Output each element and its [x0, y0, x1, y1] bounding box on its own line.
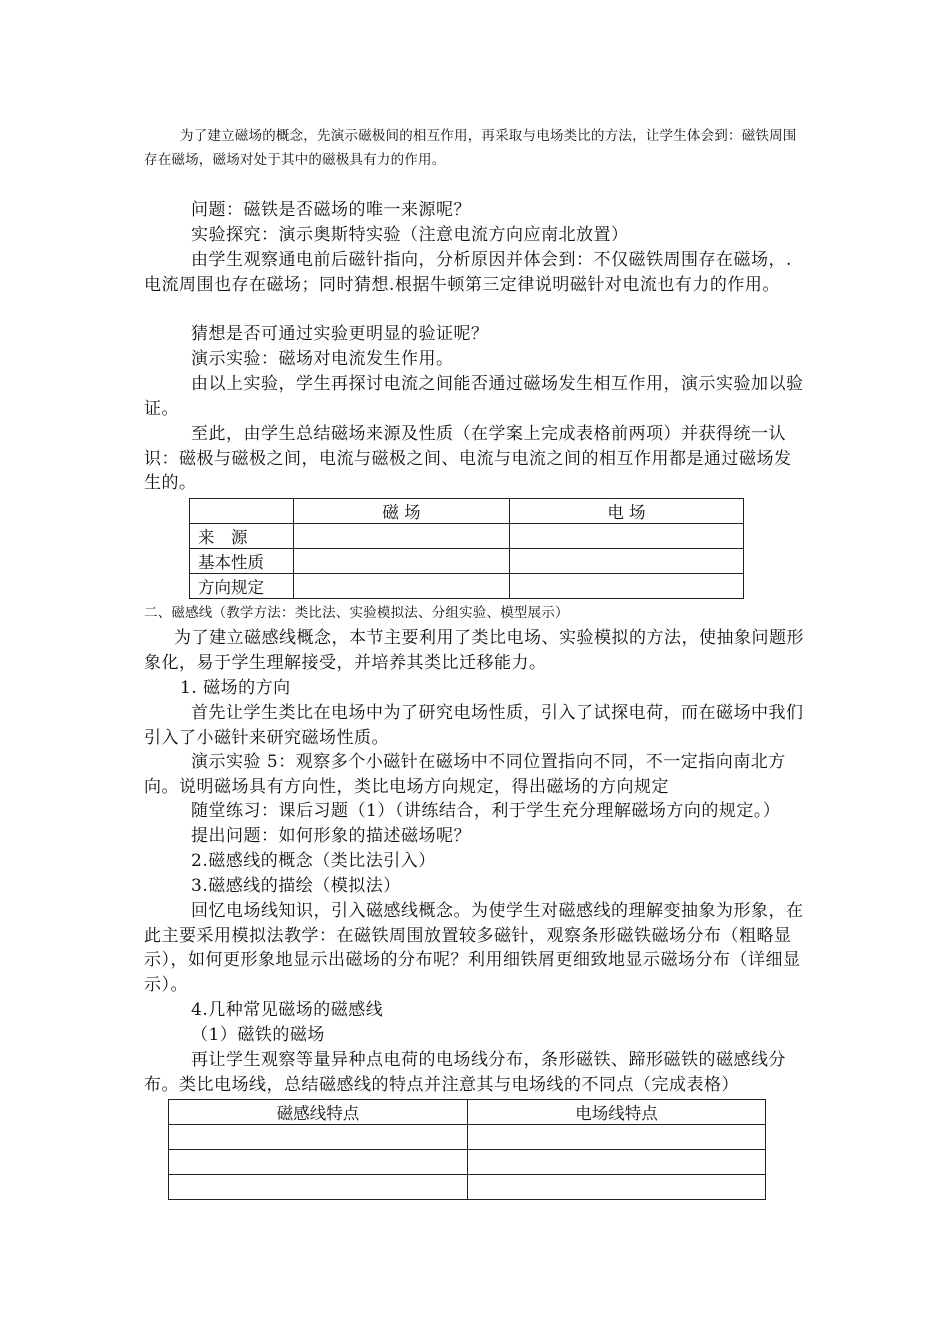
- table-cell: [510, 574, 744, 599]
- field-lines-table: [168, 1099, 766, 1200]
- table-row: [190, 524, 744, 549]
- table-row: [190, 574, 744, 599]
- table-header-row: [169, 1100, 766, 1125]
- observation-paragraph: 由学生观察通电前后磁针指向，分析原因并体会到：不仅磁铁周围存在磁场，.电流周围也存在磁场；同时猜想.根据牛顿第三定律说明磁针对电流也有力的作用。: [144, 250, 792, 295]
- table-row: [169, 1125, 766, 1150]
- table-row: [169, 1175, 766, 1200]
- subheading-concept: 2.磁感线的概念（类比法引入）: [191, 851, 436, 871]
- simulation-paragraph: 回忆电场线知识，引入磁感线概念。为使学生对磁感线的理解变抽象为形象，在此主要采用模拟法教学：在磁铁周围放置较多磁针，观察条形磁铁磁场分布（粗略显示），如何更形象地显示出磁场的分布呢？利用细铁屑更细致地显示磁场分布（详细显示）。: [144, 901, 804, 995]
- subheading-drawing: 3.磁感线的描绘（模拟法）: [191, 876, 401, 896]
- table-header-row: [190, 499, 744, 524]
- row-label: 方向规定: [190, 574, 294, 599]
- row-label: 基本性质: [190, 549, 294, 574]
- table-row: [190, 549, 744, 574]
- table-cell: [169, 1175, 468, 1200]
- subheading-common-fields: 4.几种常见磁场的磁感线: [191, 1000, 384, 1020]
- table-row: [169, 1150, 766, 1175]
- subheading-magnet-field: （1）磁铁的磁场: [191, 1025, 325, 1045]
- table-header-cell: 电 场: [510, 499, 744, 524]
- table-header-cell: [190, 499, 294, 524]
- table-header-cell: 电场线特点: [468, 1100, 766, 1125]
- table-cell: [169, 1125, 468, 1150]
- table-cell: [468, 1175, 766, 1200]
- field-comparison-table: [189, 498, 744, 599]
- table-cell: [468, 1125, 766, 1150]
- observation-paragraph-2: 再让学生观察等量异种点电荷的电场线分布，条形磁铁、蹄形磁铁的磁感线分布。类比电场线，总结磁感线的特点并注意其与电场线的不同点（完成表格）: [144, 1050, 786, 1095]
- table-cell: [294, 524, 510, 549]
- discussion-paragraph: 由以上实验，学生再探讨电流之间能否通过磁场发生相互作用，演示实验加以验证。: [144, 374, 804, 419]
- question-line-2: 提出问题：如何形象的描述磁场呢？: [191, 826, 471, 846]
- concept-paragraph: 为了建立磁感线概念，本节主要利用了类比电场、实验模拟的方法，使抽象问题形象化，易于学生理解接受，并培养其类比迁移能力。: [144, 628, 804, 673]
- analogy-paragraph: 首先让学生类比在电场中为了研究电场性质，引入了试探电荷，而在磁场中我们引入了小磁针来研究磁场性质。: [144, 703, 804, 748]
- experiment-line: 实验探究：演示奥斯特实验（注意电流方向应南北放置）: [191, 225, 629, 245]
- table-cell: [169, 1150, 468, 1175]
- table-cell: [294, 549, 510, 574]
- table-header-cell: 磁感线特点: [169, 1100, 468, 1125]
- table-cell: [468, 1150, 766, 1175]
- table-cell: [510, 524, 744, 549]
- exercise-line: 随堂练习：课后习题（1）（讲练结合，利于学生充分理解磁场方向的规定。）: [191, 801, 781, 821]
- summary-paragraph: 至此，由学生总结磁场来源及性质（在学案上完成表格前两项）并获得统一认识：磁极与磁极之间，电流与磁极之间、电流与电流之间的相互作用都是通过磁场发生的。: [144, 424, 792, 494]
- table-cell: [294, 574, 510, 599]
- table-cell: [510, 549, 744, 574]
- conjecture-line: 猜想是否可通过实验更明显的验证呢？: [191, 324, 489, 344]
- demo-line: 演示实验：磁场对电流发生作用。: [191, 349, 454, 369]
- subheading-direction: 1. 磁场的方向: [180, 678, 291, 698]
- demo5-paragraph: 演示实验 5：观察多个小磁针在磁场中不同位置指向不同，不一定指向南北方向。说明磁场具有方向性，类比电场方向规定，得出磁场的方向规定: [144, 752, 786, 797]
- section-heading: 二、磁感线（教学方法：类比法、实验模拟法、分组实验、模型展示）: [144, 605, 569, 621]
- question-line: 问题：磁铁是否磁场的唯一来源呢？: [191, 200, 471, 220]
- row-label: 来 源: [190, 524, 294, 549]
- table-header-cell: 磁 场: [294, 499, 510, 524]
- intro-paragraph: 为了建立磁场的概念，先演示磁极间的相互作用，再采取与电场类比的方法，让学生体会到：磁铁周围存在磁场，磁场对处于其中的磁极具有力的作用。: [144, 128, 797, 168]
